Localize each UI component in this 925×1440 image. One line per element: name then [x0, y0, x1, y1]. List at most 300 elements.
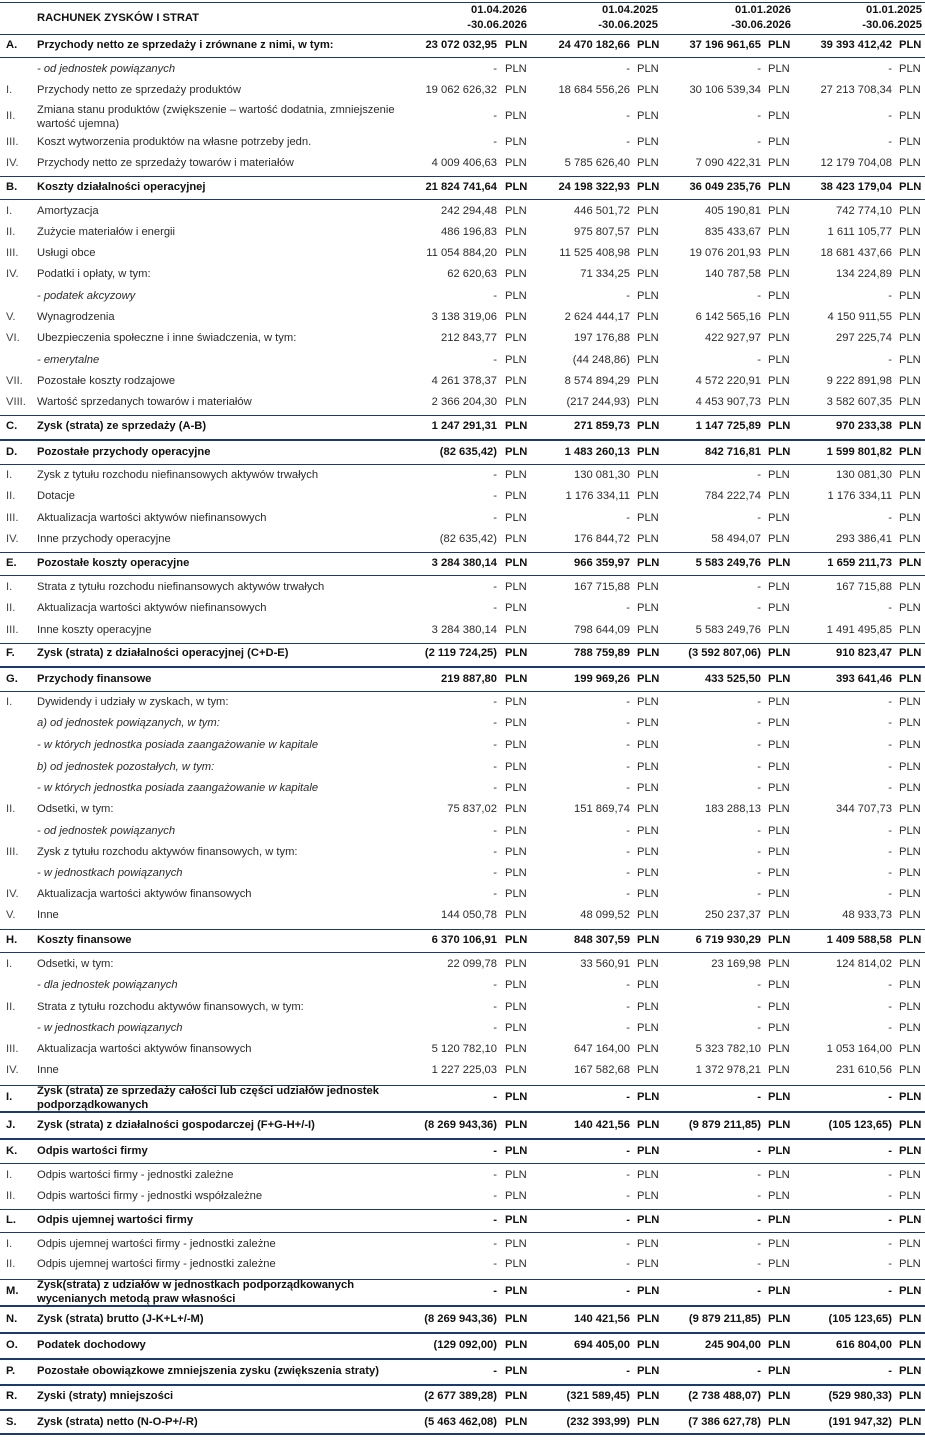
row-value-col-2: 197 176,88: [574, 332, 630, 344]
row-value-col-1: (2 677 389,28): [424, 1390, 497, 1402]
row-value-col-1: 144 050,78: [441, 909, 497, 921]
row-currency-col-4: PLN: [899, 696, 921, 708]
row-value-col-3: -: [757, 1238, 761, 1250]
row-label: Amortyzacja: [37, 205, 99, 217]
row-value-col-1: -: [493, 136, 497, 148]
row-currency-col-4: PLN: [899, 1169, 921, 1181]
row-index: III.: [6, 1043, 19, 1055]
row-currency-col-1: PLN: [505, 624, 527, 636]
row-index: III.: [6, 247, 19, 259]
row-currency-col-1: PLN: [505, 803, 527, 815]
row-currency-col-2: PLN: [637, 84, 659, 96]
row-value-col-4: -: [888, 1258, 892, 1270]
row-value-col-1: -: [493, 739, 497, 751]
row-currency-col-4: PLN: [899, 958, 921, 970]
statement-title: RACHUNEK ZYSKÓW I STRAT: [37, 12, 200, 24]
row-currency-col-1: PLN: [505, 1365, 528, 1377]
row-value-col-3: 405 190,81: [705, 205, 761, 217]
row-value-col-3: 1 372 978,21: [695, 1064, 761, 1076]
row-value-col-2: 11 525 408,98: [559, 247, 630, 259]
row-index: I.: [6, 581, 13, 593]
row-currency-col-4: PLN: [899, 979, 921, 991]
row-currency-col-4: PLN: [899, 446, 922, 458]
row-value-col-2: 5 785 626,40: [564, 157, 630, 169]
section-rule: [0, 1139, 925, 1140]
row-index: A.: [6, 39, 18, 51]
row-currency-col-3: PLN: [768, 647, 791, 659]
row-index: III.: [6, 846, 19, 858]
row-label: - podatek akcyzowy: [37, 290, 136, 302]
row-currency-col-2: PLN: [637, 1313, 660, 1325]
row-currency-col-2: PLN: [637, 846, 659, 858]
row-index: IV.: [6, 157, 19, 169]
row-currency-col-3: PLN: [768, 1339, 791, 1351]
row-currency-col-4: PLN: [899, 1190, 921, 1202]
row-value-col-2: -: [626, 1214, 630, 1226]
row-label: - dla jednostek powiązanych: [37, 979, 178, 991]
row-currency-col-4: PLN: [899, 739, 921, 751]
row-index: S.: [6, 1416, 17, 1428]
row-value-col-3: -: [757, 782, 761, 794]
row-value-col-3: 140 787,58: [705, 268, 761, 280]
row-currency-col-3: PLN: [768, 1022, 790, 1034]
row-label: Zysk(strata) z udziałów w jednostkach podporządkowanych wycenianych metodą praw własności: [37, 1279, 355, 1305]
row-value-col-2: 140 421,56: [574, 1313, 630, 1325]
row-currency-col-2: PLN: [637, 1064, 659, 1076]
row-currency-col-4: PLN: [899, 247, 921, 259]
row-currency-col-1: PLN: [505, 1214, 528, 1226]
row-label: Inne koszty operacyjne: [37, 624, 152, 636]
row-value-col-3: -: [757, 1169, 761, 1181]
row-currency-col-1: PLN: [505, 1390, 528, 1402]
row-value-col-4: 134 224,89: [836, 268, 892, 280]
row-currency-col-2: PLN: [637, 39, 660, 51]
row-currency-col-4: PLN: [899, 311, 921, 323]
row-index: V.: [6, 311, 16, 323]
row-currency-col-2: PLN: [637, 354, 659, 366]
row-currency-col-1: PLN: [505, 226, 527, 238]
row-value-col-3: 6 142 565,16: [695, 311, 761, 323]
row-value-col-1: 75 837,02: [447, 803, 497, 815]
row-currency-col-4: PLN: [899, 157, 921, 169]
row-index: II.: [6, 490, 16, 502]
column-header-1-from: 01.04.2026: [471, 4, 527, 16]
row-value-col-1: 1 247 291,31: [431, 420, 497, 432]
row-currency-col-4: PLN: [899, 1258, 921, 1270]
row-currency-col-2: PLN: [637, 1258, 659, 1270]
row-value-col-3: 842 716,81: [705, 446, 761, 458]
row-currency-col-2: PLN: [637, 673, 660, 685]
row-value-col-1: -: [493, 469, 497, 481]
row-currency-col-3: PLN: [768, 1390, 791, 1402]
row-value-col-4: 167 715,88: [836, 581, 892, 593]
row-value-col-1: -: [493, 1169, 497, 1181]
row-currency-col-1: PLN: [505, 446, 528, 458]
row-value-col-2: 788 759,89: [574, 647, 630, 659]
row-currency-col-2: PLN: [637, 1285, 660, 1297]
row-index: II.: [6, 1001, 16, 1013]
row-index: R.: [6, 1390, 18, 1402]
row-currency-col-2: PLN: [637, 375, 659, 387]
row-currency-col-4: PLN: [899, 624, 921, 636]
row-currency-col-1: PLN: [505, 1169, 527, 1181]
row-value-col-2: 24 198 322,93: [558, 181, 630, 193]
row-value-col-2: -: [626, 782, 630, 794]
row-currency-col-3: PLN: [768, 909, 790, 921]
row-value-col-1: -: [493, 1091, 497, 1103]
row-currency-col-2: PLN: [637, 1365, 660, 1377]
row-currency-col-3: PLN: [768, 1258, 790, 1270]
row-currency-col-2: PLN: [637, 181, 660, 193]
row-currency-col-1: PLN: [505, 157, 527, 169]
row-index: IV.: [6, 888, 19, 900]
row-currency-col-1: PLN: [505, 1258, 527, 1270]
row-currency-col-2: PLN: [637, 934, 660, 946]
row-value-col-1: -: [493, 290, 497, 302]
row-value-col-3: -: [757, 63, 761, 75]
section-rule: [0, 667, 925, 668]
row-value-col-3: -: [757, 1214, 761, 1226]
row-value-col-2: 167 582,68: [574, 1064, 630, 1076]
row-value-col-1: 242 294,48: [441, 205, 497, 217]
column-header-3-from: 01.01.2026: [735, 4, 791, 16]
row-value-col-4: -: [888, 1169, 892, 1181]
row-value-col-3: 37 196 961,65: [689, 39, 761, 51]
column-header-2-from: 01.04.2025: [602, 4, 658, 16]
row-value-col-4: 231 610,56: [836, 1064, 892, 1076]
row-label: - w jednostkach powiązanych: [37, 867, 183, 879]
row-index: II.: [6, 1190, 16, 1202]
row-label: Odsetki, w tym:: [37, 803, 114, 815]
row-currency-col-4: PLN: [899, 84, 921, 96]
row-currency-col-3: PLN: [768, 396, 790, 408]
row-value-col-4: 1 176 334,11: [827, 490, 892, 502]
row-value-col-4: -: [888, 696, 892, 708]
row-currency-col-2: PLN: [637, 958, 659, 970]
row-currency-col-2: PLN: [637, 1214, 660, 1226]
row-currency-col-4: PLN: [899, 1339, 922, 1351]
section-rule: [0, 1410, 925, 1411]
row-currency-col-3: PLN: [768, 247, 790, 259]
row-label: Pozostałe przychody operacyjne: [37, 446, 211, 458]
row-currency-col-3: PLN: [768, 979, 790, 991]
row-currency-col-4: PLN: [899, 469, 921, 481]
row-label: Strata z tytułu rozchodu aktywów finansowych, w tym:: [37, 1001, 304, 1013]
row-currency-col-4: PLN: [899, 354, 921, 366]
row-currency-col-2: PLN: [637, 1416, 660, 1428]
row-value-col-4: (191 947,32): [828, 1416, 892, 1428]
row-currency-col-1: PLN: [505, 268, 527, 280]
row-value-col-2: 848 307,59: [574, 934, 630, 946]
row-label: - w jednostkach powiązanych: [37, 1022, 183, 1034]
row-index: L.: [6, 1214, 16, 1226]
section-rule: [0, 1085, 925, 1086]
row-label: Zmiana stanu produktów (zwiększenie – wartość dodatnia, zmniejszenie wartość ujemna): [37, 104, 395, 130]
row-currency-col-1: PLN: [505, 1001, 527, 1013]
row-value-col-3: -: [757, 867, 761, 879]
section-underline: [0, 1163, 925, 1164]
row-currency-col-3: PLN: [768, 1238, 790, 1250]
row-currency-col-4: PLN: [899, 825, 921, 837]
row-currency-col-4: PLN: [899, 647, 922, 659]
row-currency-col-1: PLN: [505, 846, 527, 858]
row-currency-col-1: PLN: [505, 581, 527, 593]
row-value-col-1: -: [493, 110, 497, 122]
row-currency-col-4: PLN: [899, 1145, 922, 1157]
row-value-col-2: -: [626, 290, 630, 302]
row-value-col-2: 33 560,91: [580, 958, 630, 970]
row-value-col-1: -: [493, 825, 497, 837]
row-value-col-3: -: [757, 512, 761, 524]
row-value-col-1: 62 620,63: [447, 268, 497, 280]
row-value-col-2: 151 869,74: [574, 803, 630, 815]
row-value-col-4: -: [888, 512, 892, 524]
row-index: D.: [6, 446, 18, 458]
row-currency-col-3: PLN: [768, 958, 790, 970]
row-label: Przychody netto ze sprzedaży i zrównane z nimi, w tym:: [37, 39, 334, 51]
row-currency-col-2: PLN: [637, 311, 659, 323]
row-index: V.: [6, 909, 16, 921]
row-value-col-4: -: [888, 1365, 892, 1377]
row-value-col-3: -: [757, 717, 761, 729]
row-value-col-1: -: [493, 1238, 497, 1250]
row-value-col-3: 5 583 249,76: [695, 624, 761, 636]
row-currency-col-2: PLN: [637, 1169, 659, 1181]
row-value-col-4: 39 393 412,42: [820, 39, 892, 51]
row-label: Zysk (strata) z działalności gospodarczej (F+G-H+/-I): [37, 1119, 315, 1131]
row-value-col-2: -: [626, 1169, 630, 1181]
row-value-col-3: 5 583 249,76: [695, 557, 761, 569]
row-value-col-2: 694 405,00: [574, 1339, 630, 1351]
row-currency-col-2: PLN: [637, 332, 659, 344]
row-value-col-3: (9 879 211,85): [688, 1119, 761, 1131]
row-value-col-1: (8 269 943,36): [424, 1313, 497, 1325]
row-value-col-4: 1 409 588,58: [826, 934, 892, 946]
row-currency-col-1: PLN: [505, 375, 527, 387]
row-currency-col-2: PLN: [637, 290, 659, 302]
row-value-col-4: -: [888, 1145, 892, 1157]
row-value-col-3: -: [757, 354, 761, 366]
row-value-col-2: 71 334,25: [580, 268, 630, 280]
row-currency-col-1: PLN: [505, 311, 527, 323]
row-value-col-3: -: [757, 110, 761, 122]
row-value-col-1: -: [493, 979, 497, 991]
row-currency-col-2: PLN: [637, 1043, 659, 1055]
row-value-col-1: (5 463 462,08): [424, 1416, 497, 1428]
row-value-col-4: 910 823,47: [836, 647, 892, 659]
row-index: I.: [6, 1091, 13, 1103]
row-index: F.: [6, 647, 15, 659]
row-value-col-2: 1 483 260,13: [564, 446, 630, 458]
row-value-col-4: (105 123,65): [828, 1119, 892, 1131]
row-label: Przychody netto ze sprzedaży towarów i materiałów: [37, 157, 294, 169]
row-currency-col-4: PLN: [899, 717, 921, 729]
row-value-col-2: 130 081,30: [574, 469, 630, 481]
row-value-col-1: (129 092,00): [433, 1339, 497, 1351]
row-currency-col-3: PLN: [768, 846, 790, 858]
row-value-col-4: 27 213 708,34: [820, 84, 892, 96]
row-currency-col-4: PLN: [899, 1091, 922, 1103]
row-currency-col-1: PLN: [505, 136, 527, 148]
row-value-col-2: -: [626, 63, 630, 75]
row-value-col-3: -: [757, 469, 761, 481]
row-value-col-3: -: [757, 1258, 761, 1270]
row-value-col-2: 24 470 182,66: [558, 39, 630, 51]
row-value-col-1: -: [493, 1145, 497, 1157]
row-currency-col-1: PLN: [505, 1416, 528, 1428]
row-currency-col-3: PLN: [768, 624, 790, 636]
row-currency-col-2: PLN: [637, 1091, 660, 1103]
row-currency-col-2: PLN: [637, 396, 659, 408]
row-value-col-1: -: [493, 867, 497, 879]
row-currency-col-4: PLN: [899, 396, 921, 408]
row-index: I.: [6, 1238, 13, 1250]
row-currency-col-4: PLN: [899, 1238, 921, 1250]
row-index: C.: [6, 420, 18, 432]
row-currency-col-1: PLN: [505, 110, 527, 122]
row-currency-col-3: PLN: [768, 1285, 791, 1297]
row-currency-col-4: PLN: [899, 375, 921, 387]
row-value-col-1: (82 635,42): [439, 533, 497, 545]
row-value-col-2: 18 684 556,26: [558, 84, 630, 96]
row-currency-col-4: PLN: [899, 1416, 922, 1428]
row-index: IV.: [6, 533, 19, 545]
row-currency-col-1: PLN: [505, 1313, 528, 1325]
row-label: Ubezpieczenia społeczne i inne świadczenia, w tym:: [37, 332, 297, 344]
row-value-col-4: -: [888, 63, 892, 75]
row-currency-col-2: PLN: [637, 696, 659, 708]
row-label: - w których jednostka posiada zaangażowanie w kapitale: [37, 782, 319, 794]
row-currency-col-1: PLN: [505, 1339, 528, 1351]
column-header-2-to: -30.06.2025: [598, 19, 658, 31]
row-label: Aktualizacja wartości aktywów niefinansowych: [37, 512, 267, 524]
row-currency-col-3: PLN: [768, 803, 790, 815]
row-currency-col-4: PLN: [899, 1119, 922, 1131]
row-currency-col-2: PLN: [637, 1022, 659, 1034]
row-value-col-4: 1 611 105,77: [827, 226, 892, 238]
row-value-col-2: -: [626, 1285, 630, 1297]
header-bottom-rule: [0, 34, 925, 35]
row-value-col-4: 742 774,10: [836, 205, 892, 217]
row-value-col-4: -: [888, 717, 892, 729]
row-value-col-2: (321 589,45): [566, 1390, 630, 1402]
row-value-col-3: 19 076 201,93: [689, 247, 761, 259]
row-value-col-2: 8 574 894,29: [564, 375, 630, 387]
row-currency-col-2: PLN: [637, 268, 659, 280]
row-value-col-4: 130 081,30: [836, 469, 892, 481]
row-value-col-1: 22 099,78: [447, 958, 497, 970]
row-currency-col-3: PLN: [768, 136, 790, 148]
row-currency-col-1: PLN: [505, 647, 528, 659]
row-value-col-3: 4 453 907,73: [695, 396, 761, 408]
row-index: N.: [6, 1313, 18, 1325]
row-currency-col-4: PLN: [899, 888, 921, 900]
row-value-col-3: -: [757, 739, 761, 751]
row-value-col-1: -: [493, 1258, 497, 1270]
row-currency-col-4: PLN: [899, 205, 921, 217]
section-rule: [0, 1279, 925, 1280]
row-currency-col-2: PLN: [637, 1339, 660, 1351]
row-value-col-3: -: [757, 979, 761, 991]
row-label: Aktualizacja wartości aktywów finansowych: [37, 888, 252, 900]
row-value-col-4: 344 707,73: [836, 803, 892, 815]
row-label: Przychody finansowe: [37, 673, 152, 685]
section-rule: [0, 1385, 925, 1386]
row-currency-col-1: PLN: [505, 63, 527, 75]
row-currency-col-4: PLN: [899, 39, 922, 51]
row-value-col-2: -: [626, 696, 630, 708]
row-label: Odpis ujemnej wartości firmy - jednostki zależne: [37, 1238, 276, 1250]
row-value-col-4: -: [888, 290, 892, 302]
row-value-col-1: 3 284 380,14: [431, 624, 497, 636]
row-index: P.: [6, 1365, 16, 1377]
row-value-col-2: -: [626, 136, 630, 148]
row-currency-col-1: PLN: [505, 420, 528, 432]
row-currency-col-3: PLN: [768, 1169, 790, 1181]
row-value-col-1: -: [493, 1001, 497, 1013]
row-label: Koszt wytworzenia produktów na własne potrzeby jedn.: [37, 136, 312, 148]
row-currency-col-2: PLN: [637, 226, 659, 238]
row-value-col-4: 3 582 607,35: [826, 396, 892, 408]
row-value-col-3: 4 572 220,91: [695, 375, 761, 387]
row-label: Koszty finansowe: [37, 934, 132, 946]
row-currency-col-2: PLN: [637, 717, 659, 729]
row-value-col-3: -: [757, 602, 761, 614]
row-currency-col-3: PLN: [768, 311, 790, 323]
row-value-col-1: 6 370 106,91: [431, 934, 497, 946]
row-index: I.: [6, 696, 13, 708]
row-currency-col-3: PLN: [768, 1001, 790, 1013]
row-currency-col-3: PLN: [768, 226, 790, 238]
row-currency-col-1: PLN: [505, 1022, 527, 1034]
row-value-col-2: -: [626, 110, 630, 122]
row-value-col-1: 3 284 380,14: [431, 557, 497, 569]
section-rule: [0, 176, 925, 177]
row-currency-col-4: PLN: [899, 512, 921, 524]
row-currency-col-1: PLN: [505, 1190, 527, 1202]
row-value-col-4: 9 222 891,98: [826, 375, 892, 387]
row-value-col-2: -: [626, 888, 630, 900]
row-value-col-2: 271 859,73: [574, 420, 630, 432]
row-currency-col-3: PLN: [768, 268, 790, 280]
row-currency-col-1: PLN: [505, 934, 528, 946]
column-header-3-to: -30.06.2026: [731, 19, 791, 31]
row-label: Usługi obce: [37, 247, 96, 259]
column-header-4-from: 01.01.2025: [866, 4, 922, 16]
row-currency-col-3: PLN: [768, 469, 790, 481]
row-currency-col-2: PLN: [637, 1390, 660, 1402]
row-label: Zysk z tytułu rozchodu niefinansowych aktywów trwałych: [37, 469, 319, 481]
row-currency-col-2: PLN: [637, 63, 659, 75]
row-value-col-1: -: [493, 1214, 497, 1226]
row-value-col-3: 36 049 235,76: [689, 181, 761, 193]
column-header-4-to: -30.06.2025: [862, 19, 922, 31]
row-label: Pozostałe obowiązkowe zmniejszenia zysku (zwiększenia straty): [37, 1365, 379, 1377]
row-value-col-3: 5 323 782,10: [695, 1043, 761, 1055]
section-rule: [0, 1209, 925, 1210]
row-currency-col-3: PLN: [768, 1416, 791, 1428]
row-currency-col-4: PLN: [899, 181, 922, 193]
row-currency-col-3: PLN: [768, 557, 791, 569]
row-value-col-1: -: [493, 1022, 497, 1034]
row-index: B.: [6, 181, 18, 193]
row-currency-col-1: PLN: [505, 739, 527, 751]
row-index: II.: [6, 110, 16, 122]
row-value-col-3: -: [757, 136, 761, 148]
row-value-col-3: -: [757, 1022, 761, 1034]
row-currency-col-4: PLN: [899, 110, 921, 122]
row-index: IV.: [6, 1064, 19, 1076]
